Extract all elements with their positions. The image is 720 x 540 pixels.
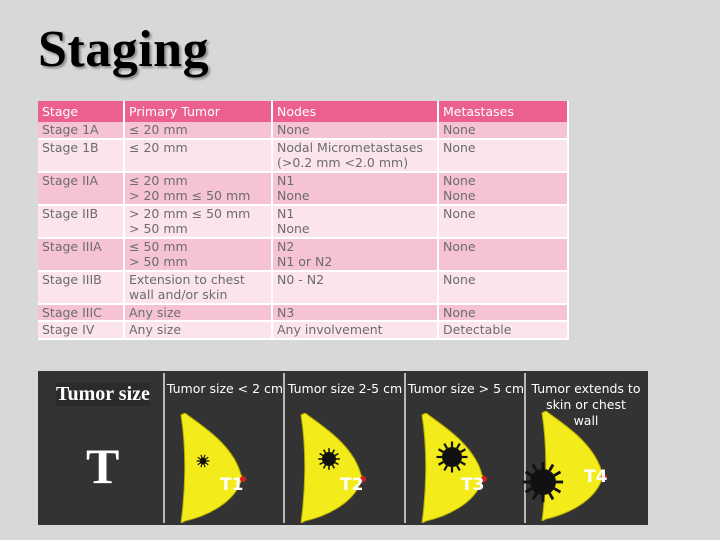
table-row <box>38 271 568 304</box>
table-row <box>38 139 568 172</box>
slide-title: Staging <box>38 21 210 78</box>
cell-line: Any size <box>129 322 182 337</box>
cell-line: None <box>277 188 310 203</box>
cell-line: None <box>443 205 476 221</box>
cell-line: Stage IIB <box>42 205 99 221</box>
cell-primary-tumor <box>124 321 272 339</box>
cell-line: None <box>277 122 310 137</box>
tumor-column-heading <box>285 381 405 397</box>
cell-stage <box>38 271 124 304</box>
table-row <box>38 304 568 322</box>
cell-primary-tumor <box>124 271 272 304</box>
cell-line: N1 <box>277 172 295 188</box>
cell-line: None <box>443 139 476 155</box>
breast-shape <box>181 413 245 523</box>
cell-line: None <box>443 122 476 137</box>
stage-label-t2: T2 <box>340 475 364 495</box>
cell-line: N3 <box>277 304 295 320</box>
cell-line: wall and/or skin <box>129 287 228 302</box>
cell-line: N1 <box>277 205 295 221</box>
cell-metastases <box>438 122 568 139</box>
cell-line: N0 - N2 <box>277 271 325 287</box>
cell-line: > 50 mm <box>129 254 188 269</box>
cell-line: Stage 1A <box>42 122 99 137</box>
cell-line: ≤ 20 mm <box>129 122 188 137</box>
staging-table <box>38 101 569 340</box>
cell-line: ≤ 20 mm <box>129 139 188 155</box>
cell-line: Stage IV <box>42 322 95 337</box>
heading-line: Tumor size < 2 cm <box>166 381 284 396</box>
breast-diagram <box>173 413 253 523</box>
cell-line: N1 or N2 <box>277 254 333 269</box>
cell-primary-tumor <box>124 122 272 139</box>
heading-line: Tumor size 2-5 cm <box>287 381 403 396</box>
cell-line: ≤ 50 mm <box>129 238 188 254</box>
table-row <box>38 321 568 339</box>
cell-stage <box>38 139 124 172</box>
cell-line: Stage IIA <box>42 172 99 188</box>
stage-label-t3: T3 <box>461 475 485 495</box>
cell-stage <box>38 321 124 339</box>
cell-primary-tumor <box>124 304 272 322</box>
heading-line: Tumor size > 5 cm <box>407 381 525 396</box>
table-row <box>38 172 568 205</box>
cell-line: None <box>443 188 476 203</box>
cell-line: Any size <box>129 304 182 320</box>
tumor-letter: T <box>86 438 120 494</box>
header-primary-tumor: Primary Tumor <box>124 101 272 122</box>
tumor-column-heading <box>165 381 285 397</box>
cell-line: > 50 mm <box>129 221 188 236</box>
cell-primary-tumor <box>124 139 272 172</box>
heading-line: wall <box>573 413 599 428</box>
cell-line: Stage IIIA <box>42 238 102 254</box>
cell-nodes <box>272 238 438 271</box>
header-nodes: Nodes <box>272 101 438 122</box>
header-metastases: Metastases <box>438 101 568 122</box>
cell-nodes <box>272 304 438 322</box>
cell-line: > 20 mm ≤ 50 mm <box>129 205 251 221</box>
table-body <box>38 122 568 339</box>
cell-metastases <box>438 172 568 205</box>
cell-line: Any involvement <box>277 322 383 337</box>
cell-line: None <box>443 271 476 287</box>
cell-line: Stage IIIC <box>42 304 102 320</box>
cell-stage <box>38 172 124 205</box>
chest-wall-tumor <box>516 455 570 509</box>
table-header-row <box>38 101 568 122</box>
cell-line: ≤ 20 mm <box>129 172 188 188</box>
cell-line: Stage 1B <box>42 139 99 155</box>
breast-shape <box>422 413 486 523</box>
cell-metastases <box>438 205 568 238</box>
cell-primary-tumor <box>124 238 272 271</box>
cell-nodes <box>272 172 438 205</box>
table-row <box>38 238 568 271</box>
cell-line: None <box>443 172 476 188</box>
cell-line: Nodal Micrometastases <box>277 139 423 155</box>
cell-metastases <box>438 271 568 304</box>
heading-line: Tumor extends to <box>531 381 641 396</box>
cell-primary-tumor <box>124 205 272 238</box>
table-row <box>38 122 568 139</box>
breast-diagram <box>414 413 494 523</box>
stage-label-t4: T4 <box>584 467 608 487</box>
cell-metastases <box>438 321 568 339</box>
heading-line: skin or chest <box>546 397 626 412</box>
cell-line: Stage IIIB <box>42 271 102 287</box>
cell-line: Extension to chest <box>129 271 245 287</box>
cell-nodes <box>272 205 438 238</box>
cell-nodes <box>272 321 438 339</box>
cell-stage <box>38 122 124 139</box>
cell-stage <box>38 304 124 322</box>
cell-primary-tumor <box>124 172 272 205</box>
cell-line: Detectable <box>443 322 512 337</box>
tumor-size-panel <box>38 371 648 525</box>
cell-line: (>0.2 mm <2.0 mm) <box>277 155 409 170</box>
tumor-size-label: Tumor size <box>56 383 150 405</box>
cell-line: N2 <box>277 238 295 254</box>
cell-stage <box>38 238 124 271</box>
breast-shape <box>301 413 365 523</box>
cell-nodes <box>272 271 438 304</box>
cell-metastases <box>438 238 568 271</box>
stage-label-t1: T1 <box>220 475 244 495</box>
cell-stage <box>38 205 124 238</box>
tumor-mass-icon <box>523 462 563 502</box>
cell-line: None <box>277 221 310 236</box>
cell-nodes <box>272 122 438 139</box>
cell-metastases <box>438 139 568 172</box>
cell-line: None <box>443 238 476 254</box>
cell-nodes <box>272 139 438 172</box>
cell-metastases <box>438 304 568 322</box>
table-row <box>38 205 568 238</box>
tumor-column-heading <box>406 381 526 397</box>
breast-diagram <box>293 413 373 523</box>
cell-line: None <box>443 304 476 320</box>
cell-line: > 20 mm ≤ 50 mm <box>129 188 251 203</box>
header-stage: Stage <box>38 101 124 122</box>
